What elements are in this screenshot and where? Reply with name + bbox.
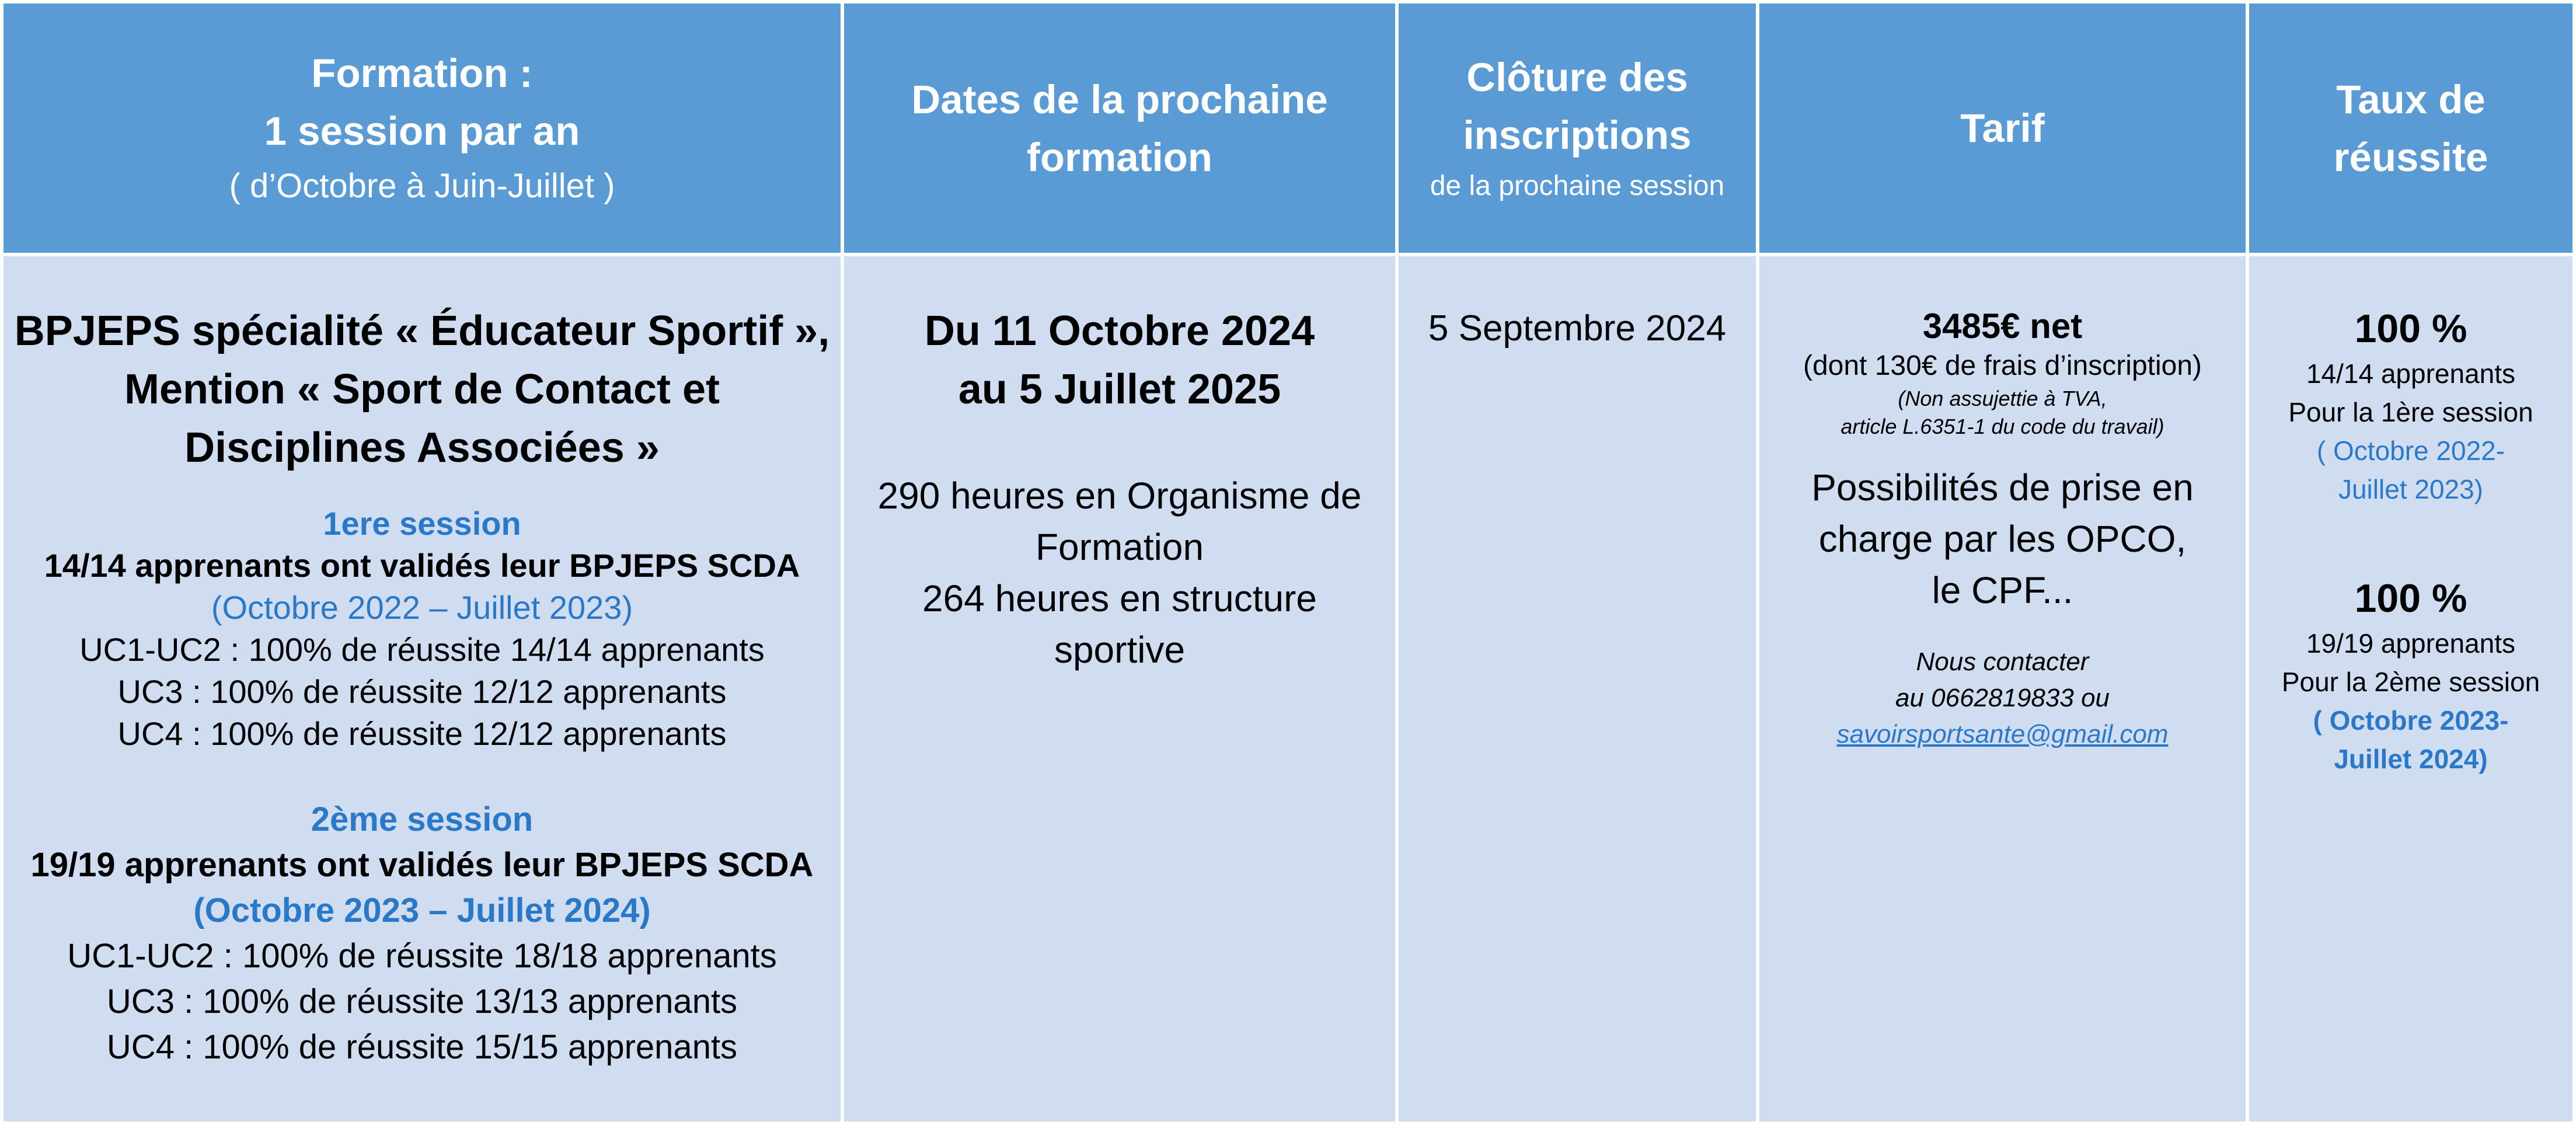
cell-formation xyxy=(4,256,841,1121)
formation-title-1: BPJEPS spécialité « Éducateur Sportif », xyxy=(14,308,830,354)
taux-s1-period-1: ( Octobre 2022- xyxy=(2316,436,2505,466)
contact-line-1: Nous contacter xyxy=(1916,647,2089,676)
taux-s2-percent: 100 % xyxy=(2354,576,2467,621)
contact-email-link[interactable]: savoirsportsante@gmail.com xyxy=(1836,720,2169,748)
header-formation-sub: ( d’Octobre à Juin-Juillet ) xyxy=(229,166,615,205)
dates-line-1: Du 11 Octobre 2024 xyxy=(924,308,1315,354)
session1-period: (Octobre 2022 – Juillet 2023) xyxy=(211,589,633,626)
header-taux-line-1: Taux de xyxy=(2336,76,2486,122)
spacer xyxy=(2249,508,2572,573)
formation-title-2: Mention « Sport de Contact et xyxy=(124,366,720,413)
header-dates-line-1: Dates de la prochaine xyxy=(911,76,1328,122)
cell-taux xyxy=(2249,256,2572,1121)
contact-line-2: au 0662819833 ou xyxy=(1895,684,2110,712)
header-formation-title-2: 1 session par an xyxy=(264,108,580,154)
header-row xyxy=(4,4,2572,253)
header-taux xyxy=(2249,4,2572,253)
hours1-line-1: 290 heures en Organisme de xyxy=(877,475,1362,517)
session2-period: (Octobre 2023 – Juillet 2024) xyxy=(193,891,651,929)
cell-dates xyxy=(844,256,1395,1121)
header-tarif xyxy=(1759,4,2246,253)
body-row xyxy=(4,256,2572,1121)
spacer xyxy=(1759,616,2246,644)
session1-heading: 1ere session xyxy=(323,505,521,542)
taux-s2-count: 19/19 apprenants xyxy=(2306,628,2516,659)
hours2-line-2: sportive xyxy=(1054,629,1186,671)
cell-cloture xyxy=(1399,256,1756,1121)
header-dates xyxy=(844,4,1395,253)
header-tarif-label: Tarif xyxy=(1960,106,2045,151)
session1-line-2: UC3 : 100% de réussite 12/12 apprenants xyxy=(117,673,727,710)
session1-line-1: UC1-UC2 : 100% de réussite 14/14 apprenants xyxy=(79,631,765,668)
hours1-line-2: Formation xyxy=(1035,526,1204,568)
spacer xyxy=(4,755,841,797)
session2-summary: 19/19 apprenants ont validés leur BPJEPS SCDA xyxy=(30,846,814,884)
cloture-date: 5 Septembre 2024 xyxy=(1428,308,1727,349)
session2-line-1: UC1-UC2 : 100% de réussite 18/18 apprenants xyxy=(67,937,777,975)
header-cloture-line-1: Clôture des xyxy=(1466,54,1688,100)
header-cloture-sub: de la prochaine session xyxy=(1430,170,1725,201)
dates-line-2: au 5 Juillet 2025 xyxy=(958,366,1281,413)
header-cloture xyxy=(1399,4,1756,253)
header-formation xyxy=(4,4,841,253)
prise-line-1: Possibilités de prise en xyxy=(1811,466,2194,508)
tarif-tva-2: article L.6351-1 du code du travail) xyxy=(1841,415,2164,438)
session1-summary: 14/14 apprenants ont validés leur BPJEPS SCDA xyxy=(44,547,800,584)
cell-tarif xyxy=(1759,256,2246,1121)
taux-s2-period-1: ( Octobre 2023- xyxy=(2313,705,2509,736)
taux-s1-label: Pour la 1ère session xyxy=(2288,397,2533,427)
header-formation-title-1: Formation : xyxy=(311,50,533,96)
hours2-line-1: 264 heures en structure xyxy=(922,577,1317,619)
header-dates-line-2: formation xyxy=(1026,134,1213,180)
session2-heading: 2ème session xyxy=(311,800,534,838)
header-taux-line-2: réussite xyxy=(2333,134,2488,180)
taux-s1-count: 14/14 apprenants xyxy=(2306,358,2516,389)
tarif-tva-1: (Non assujettie à TVA, xyxy=(1898,386,2107,410)
tarif-price: 3485€ net xyxy=(1922,306,2083,346)
session1-line-3: UC4 : 100% de réussite 12/12 apprenants xyxy=(117,715,727,752)
spacer xyxy=(844,419,1395,470)
spacer xyxy=(4,477,841,503)
session2-line-3: UC4 : 100% de réussite 15/15 apprenants xyxy=(106,1028,738,1066)
taux-s2-label: Pour la 2ème session xyxy=(2281,667,2540,697)
session2-line-2: UC3 : 100% de réussite 13/13 apprenants xyxy=(106,983,738,1020)
header-cloture-line-2: inscriptions xyxy=(1463,112,1692,158)
tarif-fees: (dont 130€ de frais d’inscription) xyxy=(1803,350,2202,381)
prise-line-2: charge par les OPCO, xyxy=(1818,518,2187,560)
formation-title-3: Disciplines Associées » xyxy=(184,424,660,471)
prise-line-3: le CPF... xyxy=(1932,569,2073,611)
taux-s1-period-2: Juillet 2023) xyxy=(2338,474,2484,504)
taux-s1-percent: 100 % xyxy=(2354,306,2467,351)
spacer xyxy=(1759,441,2246,462)
taux-s2-period-2: Juillet 2024) xyxy=(2334,744,2488,774)
